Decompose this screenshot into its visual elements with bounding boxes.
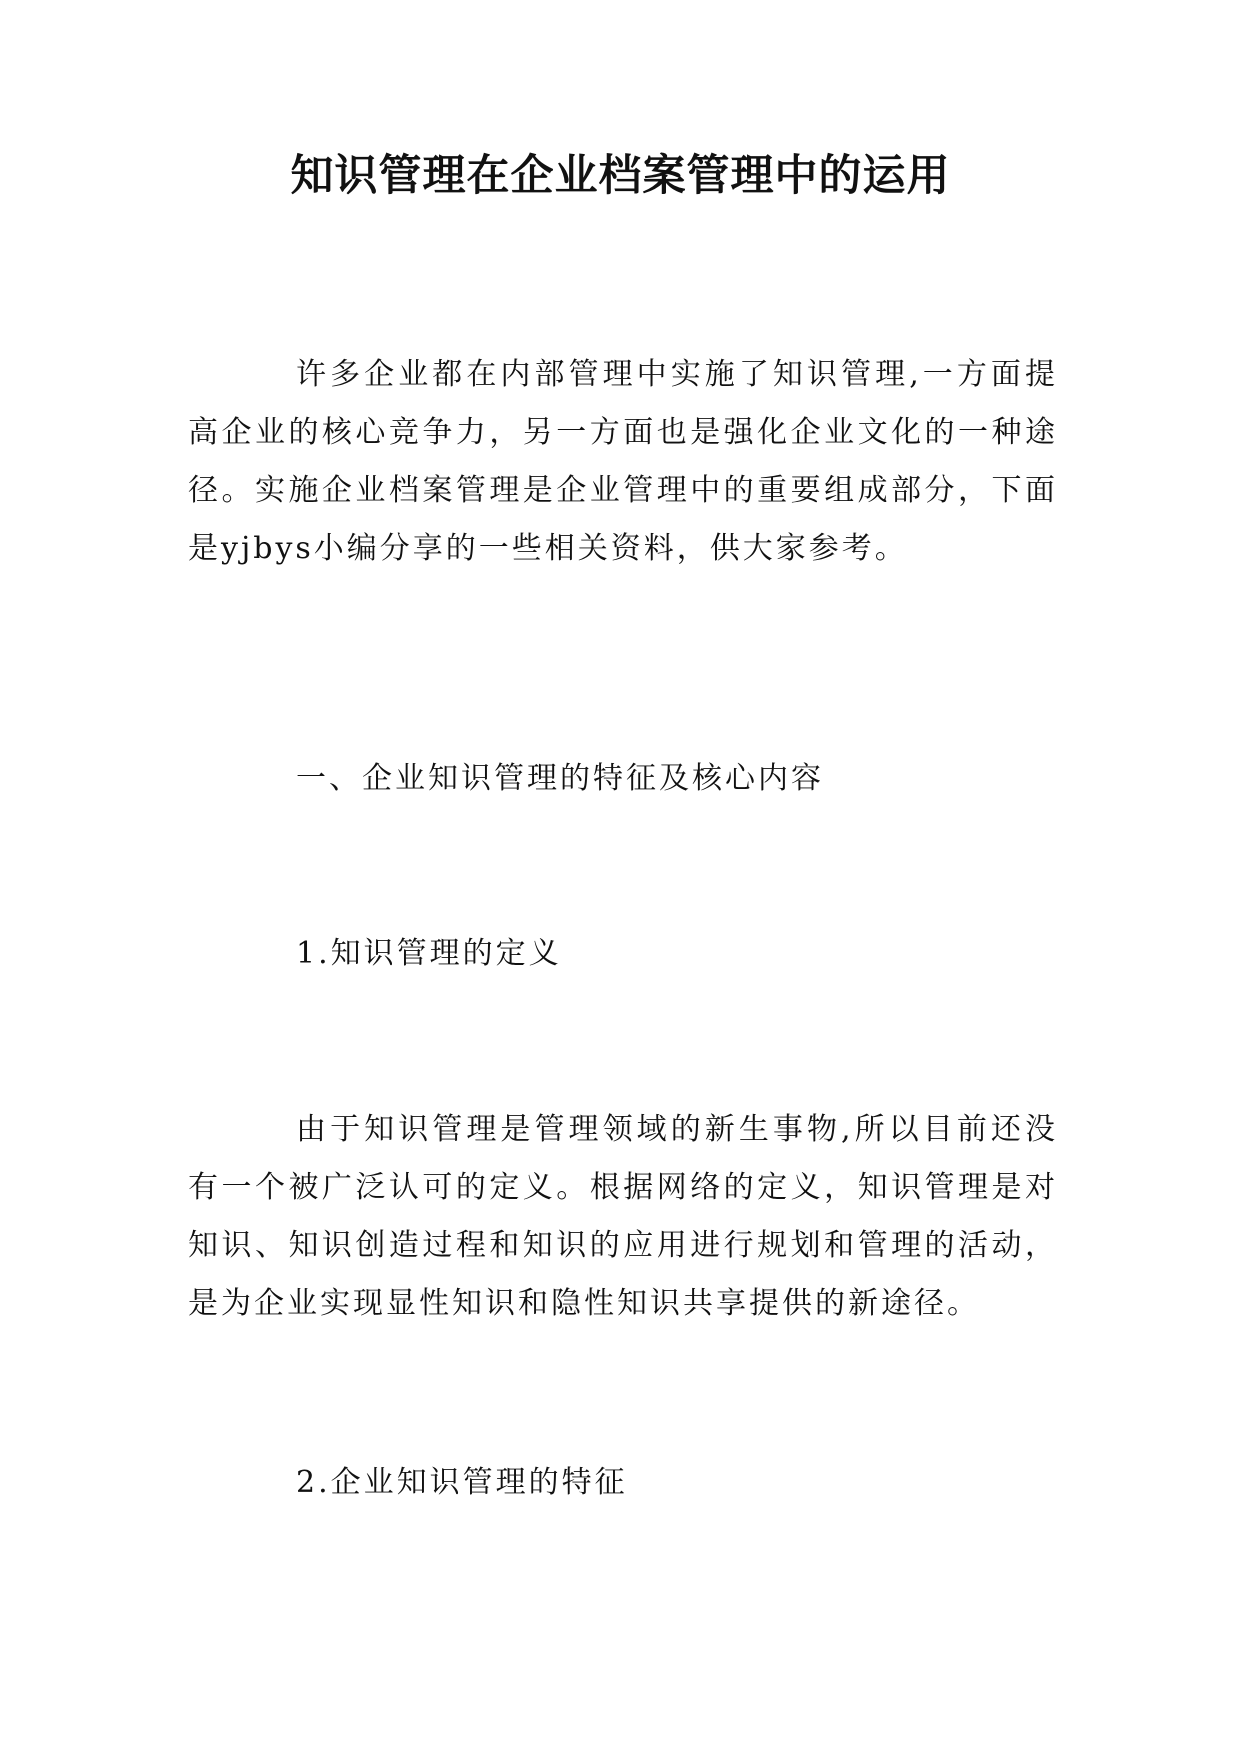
subsection-heading-1: 1.知识管理的定义	[296, 936, 562, 971]
intro-paragraph: 许多企业都在内部管理中实施了知识管理,一方面提高企业的核心竞争力，另一方面也是强化企业文化的一种途径。实施企业档案管理是企业管理中的重要组成部分，下面是yjbys小编分享的一些相关资料，供大家参考。	[188, 357, 1058, 566]
definition-paragraph: 由于知识管理是管理领域的新生事物,所以目前还没有一个被广泛认可的定义。根据网络的定义，知识管理是对知识、知识创造过程和知识的应用进行规划和管理的活动，是为企业实现显性知识和隐性知识共享提供的新途径。	[188, 1112, 1058, 1321]
section-heading-1: 一、企业知识管理的特征及核心内容	[296, 761, 824, 796]
subsection-heading-2: 2.企业知识管理的特征	[296, 1465, 628, 1500]
document-title: 知识管理在企业档案管理中的运用	[290, 151, 951, 201]
